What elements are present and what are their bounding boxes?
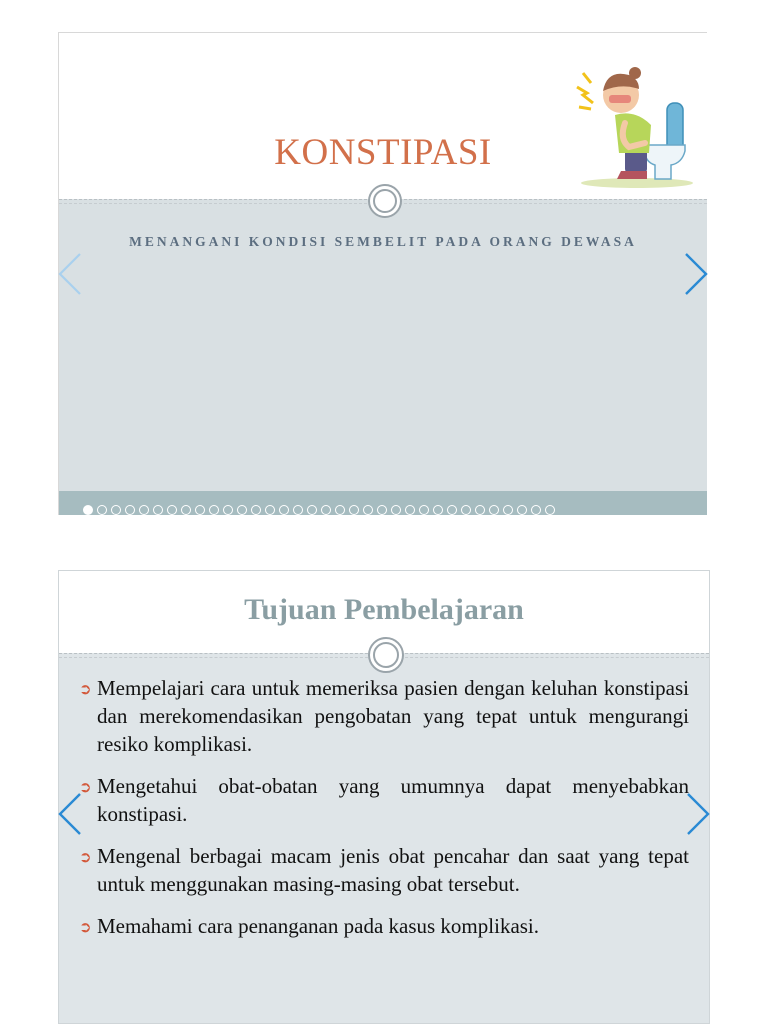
pagination-dot[interactable] [545,505,555,515]
objectives-list [79,674,689,954]
chevron-right-icon[interactable] [682,250,710,298]
list-item-text: Memahami cara penanganan pada kasus komplikasi. [97,914,540,938]
pagination-dot[interactable] [279,505,289,515]
pagination-dot[interactable] [181,505,191,515]
list-item [79,912,689,940]
bullet-arrow-icon: ➲ [79,778,92,796]
chevron-right-icon[interactable] [684,790,712,838]
pagination-dot[interactable] [111,505,121,515]
pagination-dot[interactable] [139,505,149,515]
slide-subtitle: MENANGANI KONDISI SEMBELIT PADA ORANG DEWASA [129,234,637,249]
chevron-left-icon[interactable] [56,790,84,838]
list-item [79,674,689,758]
pagination-dot[interactable] [237,505,247,515]
pagination-dot[interactable] [405,505,415,515]
pagination-dot[interactable] [531,505,541,515]
ring-ornament [368,184,402,218]
objectives-slide [58,570,710,1024]
pagination-dot[interactable] [419,505,429,515]
pagination-dot[interactable] [335,505,345,515]
pagination-dot[interactable] [97,505,107,515]
pagination-dot[interactable] [125,505,135,515]
pagination-dot[interactable] [251,505,261,515]
list-item-text: Mengetahui obat-obatan yang umumnya dapat menyebabkan konstipasi. [97,774,689,826]
pagination-dot[interactable] [377,505,387,515]
pagination-dot[interactable] [293,505,303,515]
ring-ornament [368,637,404,673]
pagination-dot[interactable] [153,505,163,515]
slide-title: KONSTIPASI [274,132,492,173]
slide-pagination[interactable] [83,503,555,515]
pagination-dot[interactable] [363,505,373,515]
pagination-dot[interactable] [475,505,485,515]
pagination-dot[interactable] [265,505,275,515]
pagination-dot[interactable] [223,505,233,515]
pagination-dot[interactable] [195,505,205,515]
pagination-dot[interactable] [517,505,527,515]
pagination-dot[interactable] [167,505,177,515]
pagination-dot[interactable] [447,505,457,515]
list-item [79,772,689,828]
pagination-dot[interactable] [461,505,471,515]
bullet-arrow-icon: ➲ [79,918,92,936]
pagination-dot[interactable] [321,505,331,515]
pagination-dot[interactable] [391,505,401,515]
person-on-toilet-illustration [569,43,699,193]
pagination-dot[interactable] [307,505,317,515]
pagination-dot[interactable] [433,505,443,515]
list-item-text: Mempelajari cara untuk memeriksa pasien dengan keluhan konstipasi dan merekomendasikan pengobatan yang tepat untuk mengurangi resiko komplikasi. [97,676,689,756]
bullet-arrow-icon: ➲ [79,680,92,698]
pagination-dot[interactable] [489,505,499,515]
bullet-arrow-icon: ➲ [79,848,92,866]
pagination-dot[interactable] [503,505,513,515]
list-item-text: Mengenal berbagai macam jenis obat pencahar dan saat yang tepat untuk menggunakan masing-masing obat tersebut. [97,844,689,896]
title-slide [58,32,707,515]
list-item [79,842,689,898]
pagination-dot[interactable] [209,505,219,515]
chevron-left-icon[interactable] [56,250,84,298]
slide-title: Tujuan Pembelajaran [244,593,524,626]
pagination-dot[interactable] [83,505,93,515]
pagination-dot[interactable] [349,505,359,515]
